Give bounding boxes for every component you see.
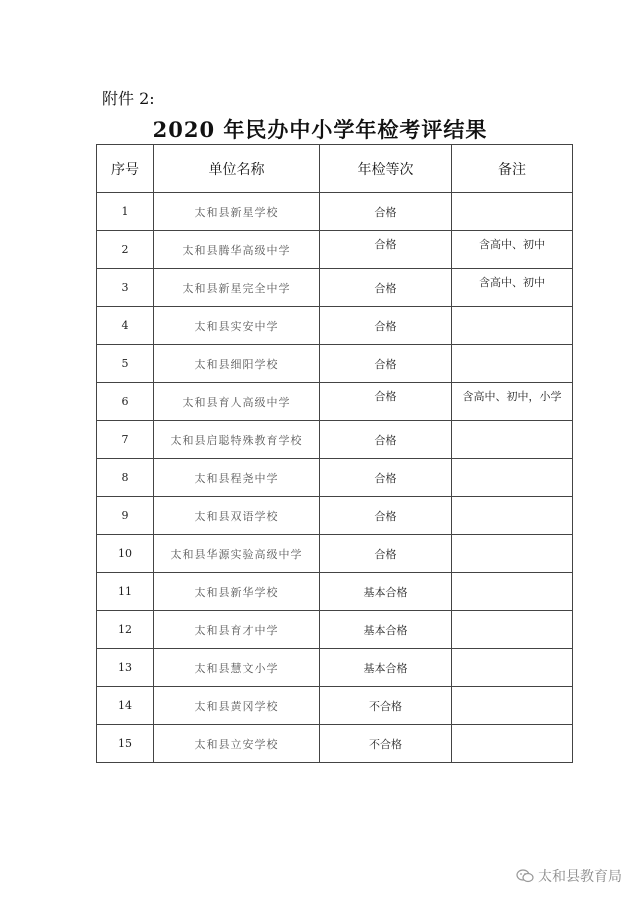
table-row bbox=[97, 497, 573, 535]
cell-note: 含高中、初中 bbox=[452, 231, 573, 269]
table-row bbox=[97, 345, 573, 383]
cell-name: 太和县启聪特殊教育学校 bbox=[154, 421, 320, 459]
cell-name: 太和县细阳学校 bbox=[154, 345, 320, 383]
table-row bbox=[97, 725, 573, 763]
cell-no: 11 bbox=[97, 573, 154, 611]
cell-no: 6 bbox=[97, 383, 154, 421]
cell-note bbox=[452, 687, 573, 725]
cell-name: 太和县新华学校 bbox=[154, 573, 320, 611]
cell-no: 3 bbox=[97, 269, 154, 307]
cell-name: 太和县育人高级中学 bbox=[154, 383, 320, 421]
header-no: 序号 bbox=[97, 145, 154, 193]
table-row bbox=[97, 687, 573, 725]
header-grade: 年检等次 bbox=[320, 145, 452, 193]
cell-grade: 基本合格 bbox=[320, 573, 452, 611]
cell-no: 10 bbox=[97, 535, 154, 573]
cell-note bbox=[452, 649, 573, 687]
cell-no: 2 bbox=[97, 231, 154, 269]
cell-note bbox=[452, 573, 573, 611]
table-row bbox=[97, 383, 573, 421]
cell-grade: 合格 bbox=[320, 193, 452, 231]
cell-grade: 合格 bbox=[320, 345, 452, 383]
cell-note bbox=[452, 193, 573, 231]
cell-name: 太和县黄冈学校 bbox=[154, 687, 320, 725]
table-row bbox=[97, 193, 573, 231]
cell-note bbox=[452, 535, 573, 573]
cell-note bbox=[452, 345, 573, 383]
cell-no: 9 bbox=[97, 497, 154, 535]
cell-grade: 合格 bbox=[320, 421, 452, 459]
cell-name: 太和县立安学校 bbox=[154, 725, 320, 763]
cell-grade: 基本合格 bbox=[320, 649, 452, 687]
watermark-text: 太和县教育局 bbox=[538, 869, 622, 885]
cell-grade: 不合格 bbox=[320, 687, 452, 725]
cell-grade: 合格 bbox=[320, 383, 452, 421]
page-title: 2020 年民办中小学年检考评结果 bbox=[152, 117, 488, 142]
table-row bbox=[97, 459, 573, 497]
table-row bbox=[97, 535, 573, 573]
header-note: 备注 bbox=[452, 145, 573, 193]
cell-name: 太和县程尧中学 bbox=[154, 459, 320, 497]
cell-grade: 合格 bbox=[320, 269, 452, 307]
table-row bbox=[97, 573, 573, 611]
cell-no: 12 bbox=[97, 611, 154, 649]
cell-no: 8 bbox=[97, 459, 154, 497]
cell-note bbox=[452, 421, 573, 459]
cell-grade: 合格 bbox=[320, 535, 452, 573]
table-header-row bbox=[97, 145, 573, 193]
cell-grade: 合格 bbox=[320, 497, 452, 535]
cell-no: 13 bbox=[97, 649, 154, 687]
cell-no: 5 bbox=[97, 345, 154, 383]
cell-grade: 不合格 bbox=[320, 725, 452, 763]
cell-grade: 合格 bbox=[320, 307, 452, 345]
cell-grade: 基本合格 bbox=[320, 611, 452, 649]
watermark bbox=[516, 866, 622, 886]
header-name: 单位名称 bbox=[154, 145, 320, 193]
cell-name: 太和县双语学校 bbox=[154, 497, 320, 535]
cell-note bbox=[452, 725, 573, 763]
table-row bbox=[97, 307, 573, 345]
table-row bbox=[97, 269, 573, 307]
table-row bbox=[97, 421, 573, 459]
cell-name: 太和县腾华高级中学 bbox=[154, 231, 320, 269]
cell-no: 15 bbox=[97, 725, 154, 763]
cell-note bbox=[452, 497, 573, 535]
cell-no: 4 bbox=[97, 307, 154, 345]
cell-note bbox=[452, 611, 573, 649]
table-row bbox=[97, 231, 573, 269]
cell-name: 太和县实安中学 bbox=[154, 307, 320, 345]
cell-name: 太和县华源实验高级中学 bbox=[154, 535, 320, 573]
cell-no: 1 bbox=[97, 193, 154, 231]
cell-no: 14 bbox=[97, 687, 154, 725]
cell-note: 含高中、初中 bbox=[452, 269, 573, 307]
cell-note: 含高中、初中，小学 bbox=[452, 383, 573, 421]
cell-grade: 合格 bbox=[320, 231, 452, 269]
results-table bbox=[96, 144, 573, 763]
table-row bbox=[97, 649, 573, 687]
attachment-label: 附件 2: bbox=[102, 89, 155, 108]
cell-note bbox=[452, 307, 573, 345]
cell-name: 太和县慧文小学 bbox=[154, 649, 320, 687]
cell-note bbox=[452, 459, 573, 497]
cell-grade: 合格 bbox=[320, 459, 452, 497]
table-row bbox=[97, 611, 573, 649]
cell-name: 太和县育才中学 bbox=[154, 611, 320, 649]
cell-no: 7 bbox=[97, 421, 154, 459]
wechat-icon bbox=[516, 869, 534, 883]
cell-name: 太和县新星学校 bbox=[154, 193, 320, 231]
cell-name: 太和县新星完全中学 bbox=[154, 269, 320, 307]
